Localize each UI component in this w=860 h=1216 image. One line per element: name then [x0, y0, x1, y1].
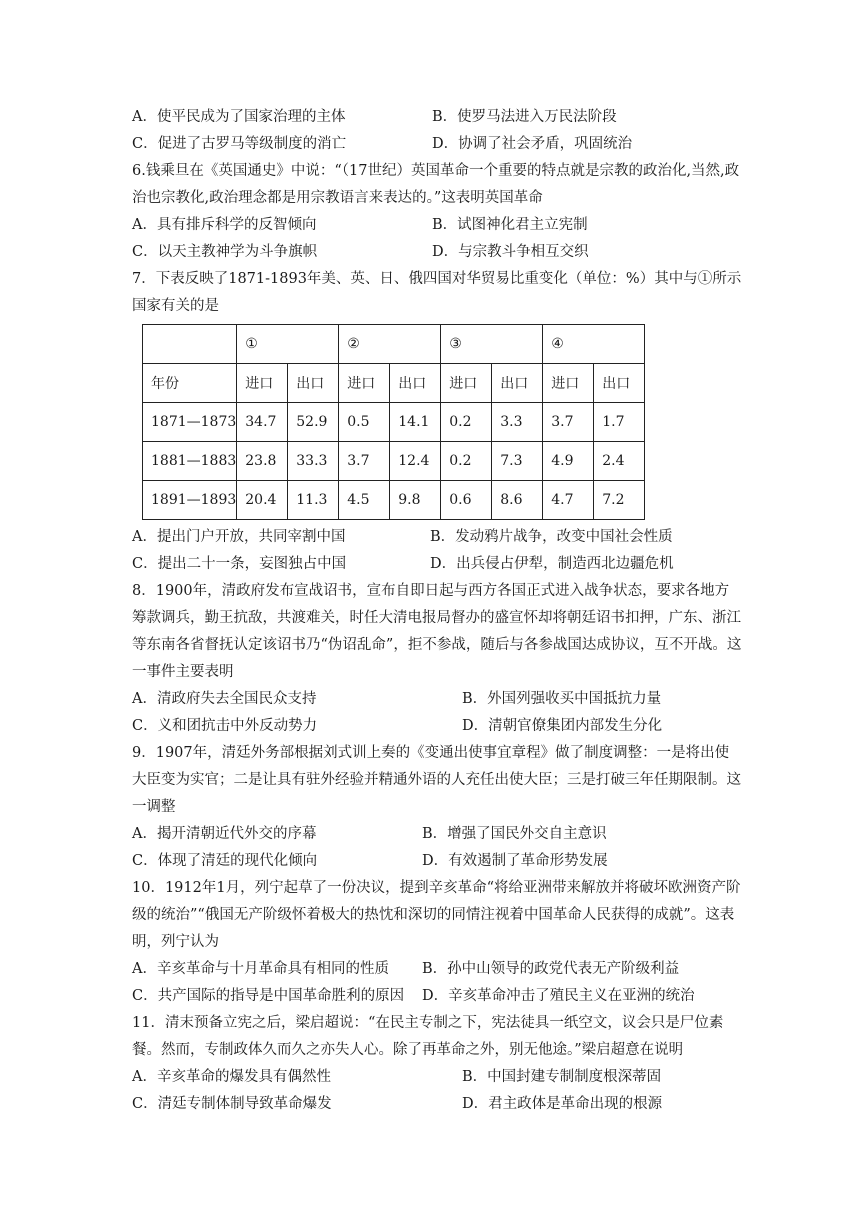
table-cell: 4.5 [339, 481, 390, 520]
table-cell: 52.9 [288, 403, 339, 442]
q6-option-c: C．以天主教神学为斗争旗帜 [132, 244, 318, 260]
q7-option-d: D．出兵侵占伊犁，制造西北边疆危机 [430, 556, 674, 572]
import-header: 进口 [543, 364, 594, 403]
import-header: 进口 [339, 364, 390, 403]
table-cell-year: 1891—1893 [143, 481, 237, 520]
q9-options-row-1 [132, 821, 742, 848]
q7-stem: 7．下表反映了1871-1893年美、英、日、俄四国对华贸易比重变化（单位：%）其中与①所示国家有关的是 [132, 271, 742, 314]
q8-option-a: A．清政府失去全国民众支持 [132, 691, 317, 707]
q6-option-b: B．试图神化君主立宪制 [432, 217, 588, 233]
export-header: 出口 [390, 364, 441, 403]
q11-option-b: B．中国封建专制制度根深蒂固 [462, 1069, 662, 1085]
trade-table-header-row [143, 364, 645, 403]
q9-options-row-2 [132, 848, 742, 875]
q6-options-row-2 [132, 239, 742, 266]
q6-stem: 6.钱乘旦在《英国通史》中说：“（17世纪）英国革命一个重要的特点就是宗教的政治化,当然,政治也宗教化,政治理念都是用宗教语言来表达的。”这表明英国革命 [132, 163, 740, 206]
import-header: 进口 [441, 364, 492, 403]
q8-options-row-2 [132, 713, 742, 740]
q7-option-b: B．发动鸦片战争，改变中国社会性质 [430, 529, 673, 545]
q10-option-d: D．辛亥革命冲击了殖民主义在亚洲的统治 [422, 988, 695, 1004]
table-cell: 0.6 [441, 481, 492, 520]
q7-options-row-1 [132, 524, 742, 551]
trade-table [142, 324, 645, 520]
table-cell: 0.2 [441, 403, 492, 442]
export-header: 出口 [288, 364, 339, 403]
q8-options-row-1 [132, 686, 742, 713]
import-header: 进口 [237, 364, 288, 403]
q10-options-row-1 [132, 956, 742, 983]
q8-stem: 8．1900年，清政府发布宣战诏书，宣布自即日起与西方各国正式进入战争状态，要求各地方筹款调兵，勤王抗敌，共渡难关，时任大清电报局督办的盛宣怀却将朝廷诏书扣押，广东、浙江等东南各省督抚认定该诏书乃“伪诏乱命”，拒不参战，随后与各参战国达成协议，互不开战。这一事件主要表明 [132, 583, 742, 680]
table-row [143, 481, 645, 520]
table-cell: 1.7 [594, 403, 645, 442]
trade-table-country-row [143, 325, 645, 364]
q8-option-b: B．外国列强收买中国抵抗力量 [462, 691, 662, 707]
trade-table-country-3: ③ [441, 325, 543, 364]
trade-table-country-2: ② [339, 325, 441, 364]
table-row [143, 403, 645, 442]
q10-option-c: C．共产国际的指导是中国革命胜利的原因 [132, 988, 405, 1004]
q10-stem: 10．1912年1月，列宁起草了一份决议，提到辛亥革命“将给亚洲带来解放并将破坏欧洲资产阶级的统治”“俄国无产阶级怀着极大的热忱和深切的同情注视着中国革命人民获得的成就”。这表明，列宁认为 [132, 880, 741, 950]
export-header: 出口 [492, 364, 543, 403]
table-cell: 33.3 [288, 442, 339, 481]
table-cell: 7.2 [594, 481, 645, 520]
q9-option-c: C．体现了清廷的现代化倾向 [132, 853, 318, 869]
q9-option-a: A．揭开清朝近代外交的序幕 [132, 826, 317, 842]
table-cell: 3.3 [492, 403, 543, 442]
q11-option-c: C．清廷专制体制导致革命爆发 [132, 1096, 332, 1112]
q5-options-row-2 [132, 131, 742, 158]
table-cell: 3.7 [543, 403, 594, 442]
table-cell: 0.2 [441, 442, 492, 481]
q10-option-b: B．孙中山领导的政党代表无产阶级利益 [422, 961, 680, 977]
q8-option-c: C．义和团抗击中外反动势力 [132, 718, 318, 734]
q9-option-d: D．有效遏制了革命形势发展 [422, 853, 608, 869]
q10-options-row-2 [132, 983, 742, 1010]
q7-options-row-2 [132, 551, 742, 578]
q5-options-row-1 [132, 104, 742, 131]
table-cell: 4.7 [543, 481, 594, 520]
q11-option-a: A．辛亥革命的爆发具有偶然性 [132, 1069, 331, 1085]
q6-option-d: D．与宗教斗争相互交织 [432, 244, 589, 260]
q9-stem: 9．1907年，清廷外务部根据刘式训上奏的《变通出使事宜章程》做了制度调整：一是将出使大臣变为实官；二是让具有驻外经验并精通外语的人充任出使大臣；三是打破三年任期限制。这一调整 [132, 745, 741, 815]
q11-options-row-1 [132, 1064, 742, 1091]
q11-options-row-2 [132, 1091, 742, 1118]
q11-stem: 11．清末预备立宪之后，梁启超说：“在民主专制之下，宪法徒具一纸空文，议会只是尸位素餐。然而，专制政体久而久之亦失人心。除了再革命之外，别无他途。”梁启超意在说明 [132, 1015, 724, 1058]
table-cell: 8.6 [492, 481, 543, 520]
q9-option-b: B．增强了国民外交自主意识 [422, 826, 607, 842]
table-cell: 11.3 [288, 481, 339, 520]
trade-table-corner [143, 325, 237, 364]
table-cell: 23.8 [237, 442, 288, 481]
table-cell: 9.8 [390, 481, 441, 520]
q5-option-a: A．使平民成为了国家治理的主体 [132, 109, 346, 125]
table-cell-year: 1881—1883 [143, 442, 237, 481]
q10-option-a: A．辛亥革命与十月革命具有相同的性质 [132, 961, 389, 977]
trade-table-country-1: ① [237, 325, 339, 364]
q6-options-row-1 [132, 212, 742, 239]
q6-option-a: A．具有排斥科学的反智倾向 [132, 217, 317, 233]
trade-table-year-header: 年份 [143, 364, 237, 403]
table-cell: 12.4 [390, 442, 441, 481]
table-cell: 2.4 [594, 442, 645, 481]
table-cell: 14.1 [390, 403, 441, 442]
q11-option-d: D．君主政体是革命出现的根源 [462, 1096, 663, 1112]
table-cell: 4.9 [543, 442, 594, 481]
table-cell: 34.7 [237, 403, 288, 442]
table-cell: 20.4 [237, 481, 288, 520]
table-cell: 3.7 [339, 442, 390, 481]
exam-page [132, 104, 742, 1118]
q8-option-d: D．清朝官僚集团内部发生分化 [462, 718, 663, 734]
trade-table-country-4: ④ [543, 325, 645, 364]
table-cell: 7.3 [492, 442, 543, 481]
q5-option-d: D．协调了社会矛盾，巩固统治 [432, 136, 633, 152]
export-header: 出口 [594, 364, 645, 403]
q5-option-b: B．使罗马法进入万民法阶段 [432, 109, 617, 125]
table-cell: 0.5 [339, 403, 390, 442]
table-row [143, 442, 645, 481]
q7-option-a: A．提出门户开放，共同宰割中国 [132, 529, 346, 545]
table-cell-year: 1871—1873 [143, 403, 237, 442]
q5-option-c: C．促进了古罗马等级制度的消亡 [132, 136, 347, 152]
q7-option-c: C．提出二十一条，妄图独占中国 [132, 556, 347, 572]
